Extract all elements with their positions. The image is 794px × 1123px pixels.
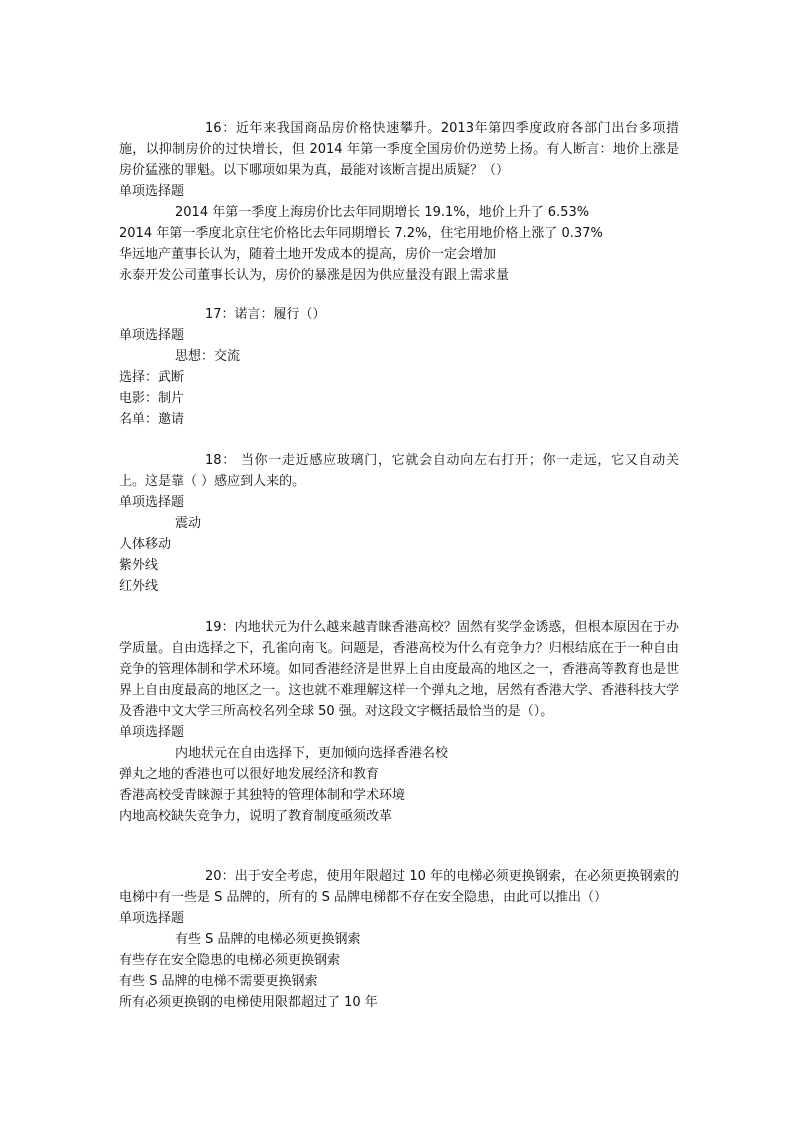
- option-c: 香港高校受青睐源于其独特的管理体制和学术环境: [119, 788, 406, 803]
- option-c: 有些 S 品牌的电梯不需要更换钢索: [119, 974, 318, 989]
- option-a: 思想：交流: [175, 349, 241, 364]
- question-stem: 16：近年来我国商品房价格快速攀升。2013年第四季度政府各部门出台多项措施，以抑制房价的过快增长，但 2014 年第一季度全国房价仍逆势上扬。有人断言：地价上涨是房价猛涨的罪魁。以下哪项如果为真，最能对该断言提出质疑？（）: [119, 121, 679, 178]
- question-stem: 20：出于安全考虑，使用年限超过 10 年的电梯必须更换钢索，在必须更换钢索的电梯中有一些是 S 品牌的，所有的 S 品牌电梯都不存在安全隐患，由此可以推出（）: [119, 869, 679, 905]
- option-d: 内地高校缺失竞争力，说明了教育制度亟须改革: [119, 809, 393, 824]
- question-stem: 18： 当你一走近感应玻璃门，它就会自动向左右打开；你一走远，它又自动关上。这是靠（ ）感应到人来的。: [119, 453, 679, 489]
- question-type: 单项选择题: [119, 328, 185, 343]
- option-a: 2014 年第一季度上海房价比去年同期增长 19.1%，地价上升了 6.53%: [175, 205, 590, 220]
- question-stem: 19：内地状元为什么越来越青睐香港高校？固然有奖学金诱惑，但根本原因在于办学质量。自由选择之下，孔雀向南飞。问题是，香港高校为什么有竞争力？归根结底在于一种自由竞争的管理体制和学术环境。如同香港经济是世界上自由度最高的地区之一，香港高等教育也是世界上自由度最高的地区之一。这也就不难理解这样一个弹丸之地，居然有香港大学、香港科技大学及香港中文大学三所高校名列全球 50 强。对这段文字概括最恰当的是（）。: [119, 620, 679, 719]
- question-type: 单项选择题: [119, 495, 185, 510]
- question-16: [119, 118, 679, 286]
- option-b: 弹丸之地的香港也可以很好地发展经济和教育: [119, 767, 380, 782]
- option-d: 永泰开发公司董事长认为，房价的暴涨是因为供应量没有跟上需求量: [119, 268, 510, 283]
- option-b: 选择：武断: [119, 370, 185, 385]
- question-stem: 17：诺言：履行（）: [205, 307, 326, 322]
- question-type: 单项选择题: [119, 911, 185, 926]
- option-b: 有些存在安全隐患的电梯必须更换钢索: [119, 953, 341, 968]
- option-d: 所有必须更换钢的电梯使用限都超过了 10 年: [119, 995, 378, 1010]
- question-type: 单项选择题: [119, 725, 185, 740]
- question-19: [119, 617, 679, 827]
- option-c: 紫外线: [119, 558, 159, 573]
- option-c: 电影：制片: [119, 391, 185, 406]
- option-a: 内地状元在自由选择下，更加倾向选择香港名校: [175, 746, 449, 761]
- question-type: 单项选择题: [119, 184, 185, 199]
- option-d: 红外线: [119, 579, 159, 594]
- option-a: 震动: [175, 516, 202, 531]
- option-b: 2014 年第一季度北京住宅价格比去年同期增长 7.2%，住宅用地价格上涨了 0.37%: [119, 226, 603, 241]
- option-b: 人体移动: [119, 537, 172, 552]
- option-a: 有些 S 品牌的电梯必须更换钢索: [175, 932, 361, 947]
- option-c: 华远地产董事长认为，随着土地开发成本的提高，房价一定会增加: [119, 247, 497, 262]
- option-d: 名单：邀请: [119, 412, 185, 427]
- question-17: [119, 304, 679, 430]
- question-18: [119, 450, 679, 597]
- question-20: [119, 866, 679, 1013]
